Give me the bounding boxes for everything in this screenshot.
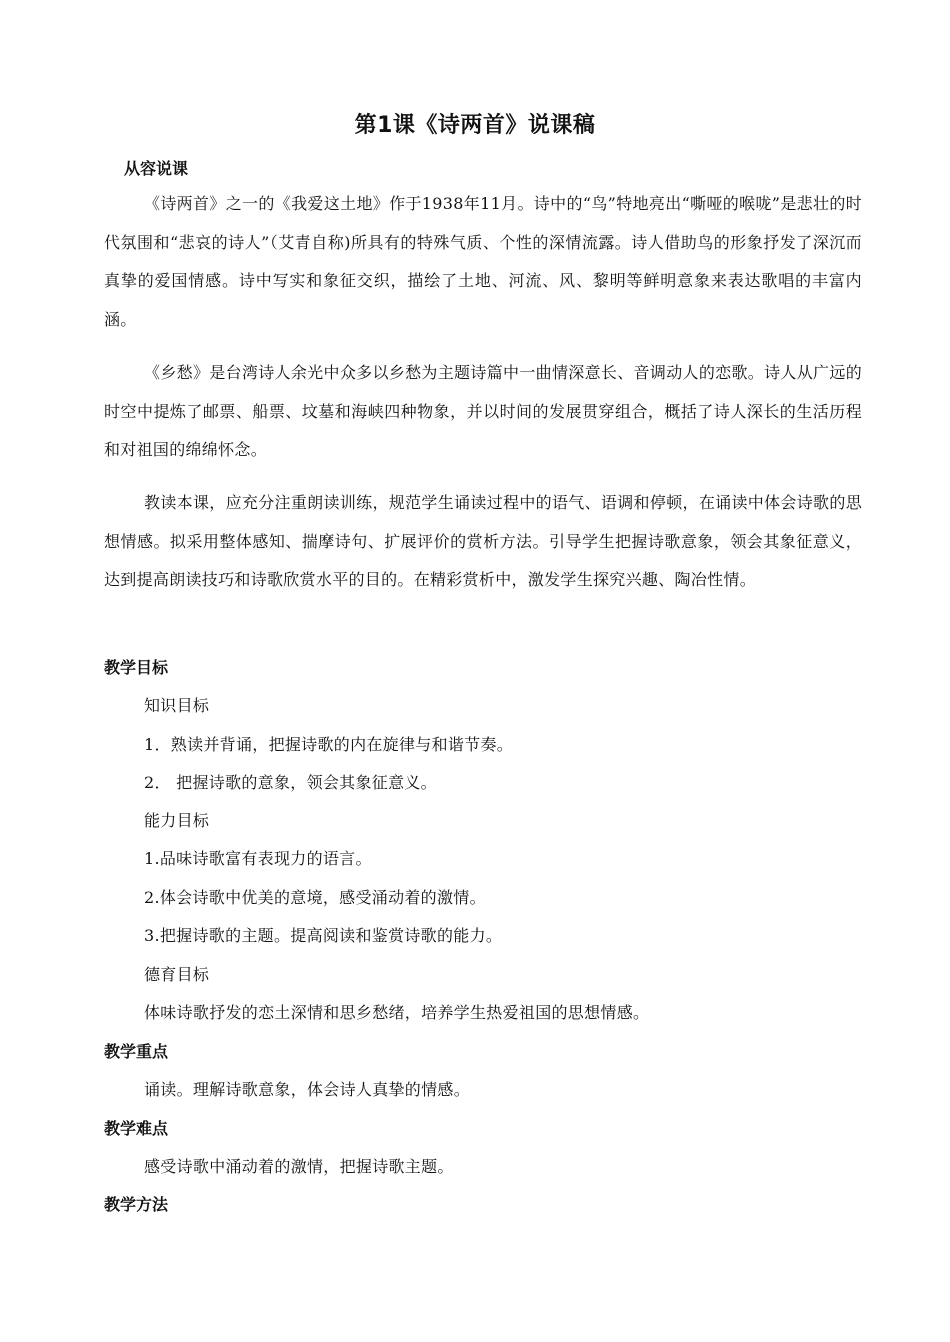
- paragraph-intro-3: 教读本课，应充分注重朗读训练，规范学生诵读过程中的语气、语调和停顿，在诵读中体会诗歌的思想情感。拟采用整体感知、揣摩诗句、扩展评价的赏析方法。引导学生把握诗歌意象，领会其象征意义，达到提高朗读技巧和诗歌欣赏水平的目的。在精彩赏析中，激发学生探究兴趣、陶冶性情。: [104, 493, 862, 589]
- moral-goal-label: 德育目标: [144, 965, 210, 984]
- key-points-heading: 教学重点: [104, 1042, 169, 1061]
- paragraph-intro-1: 《诗两首》之一的《我爱这土地》作于1938年11月。诗中的“鸟”特地亮出“嘶哑的喉咙”是悲壮的时代氛围和“悲哀的诗人”（艾青自称)所具有的特殊气质、个性的深情流露。诗人借助鸟的形象抒发了深沉而真挚的爱国情感。诗中写实和象征交织，描绘了土地、河流、风、黎明等鲜明意象来表达歌唱的丰富内涵。: [104, 194, 862, 329]
- knowledge-goal-item: 2． 把握诗歌的意象，领会其象征意义。: [144, 773, 437, 792]
- document-title: 第1课《诗两首》说课稿: [354, 113, 596, 138]
- section-subtitle: 从容说课: [124, 159, 189, 178]
- ability-goal-item: 1.品味诗歌富有表现力的语言。: [144, 849, 372, 868]
- methods-heading: 教学方法: [104, 1195, 169, 1214]
- ability-goal-item: 3.把握诗歌的主题。提高阅读和鉴赏诗歌的能力。: [144, 926, 503, 945]
- knowledge-goal-item: 1．熟读并背诵，把握诗歌的内在旋律与和谐节奏。: [144, 735, 514, 754]
- difficulties-text: 感受诗歌中涌动着的激情，把握诗歌主题。: [144, 1157, 454, 1176]
- goals-heading: 教学目标: [104, 658, 169, 677]
- paragraph-intro-2: 《乡愁》是台湾诗人余光中众多以乡愁为主题诗篇中一曲情深意长、音调动人的恋歌。诗人从广远的时空中提炼了邮票、船票、坟墓和海峡四种物象，并以时间的发展贯穿组合，概括了诗人深长的生活历程和对祖国的绵绵怀念。: [104, 363, 862, 459]
- ability-goal-label: 能力目标: [144, 811, 210, 830]
- knowledge-goal-label: 知识目标: [144, 696, 210, 715]
- key-points-text: 诵读。理解诗歌意象，体会诗人真挚的情感。: [144, 1080, 471, 1099]
- ability-goal-item: 2.体会诗歌中优美的意境，感受涌动着的激情。: [144, 888, 486, 907]
- moral-goal-item: 体味诗歌抒发的恋土深情和思乡愁绪，培养学生热爱祖国的思想情感。: [144, 1003, 650, 1022]
- difficulties-heading: 教学难点: [104, 1119, 169, 1138]
